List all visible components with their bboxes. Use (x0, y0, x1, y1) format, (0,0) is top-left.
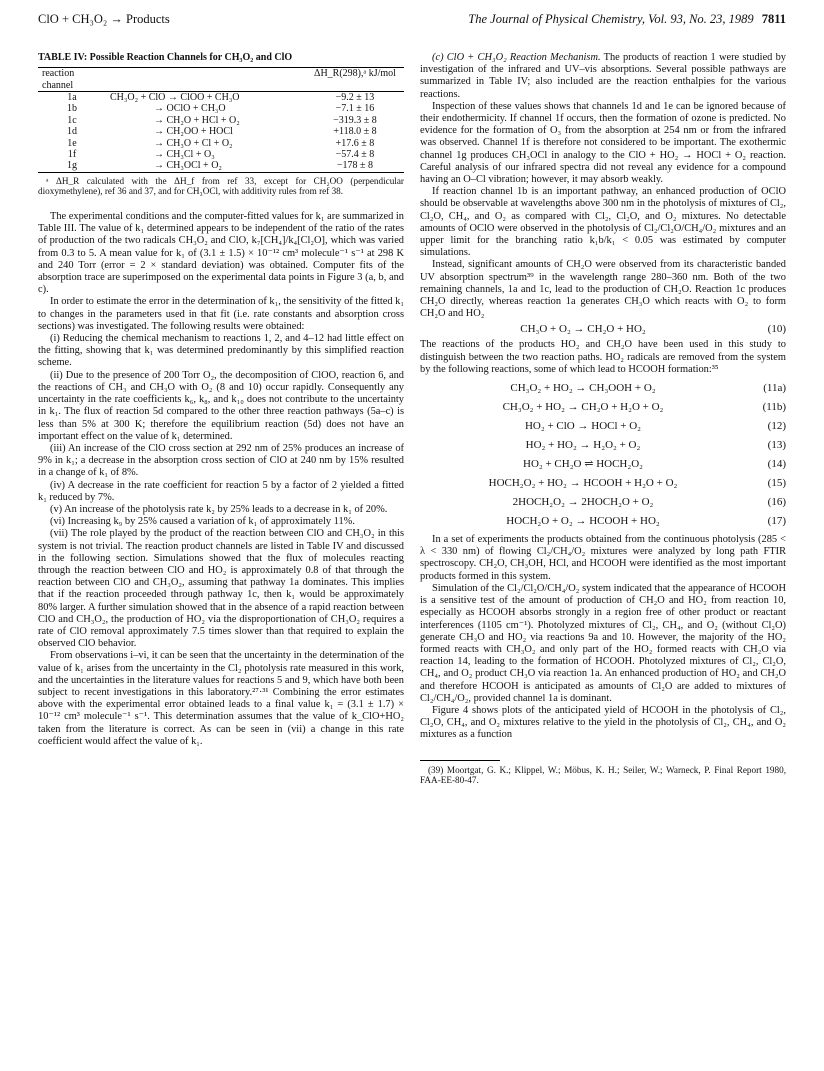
body-paragraph: (v) An increase of the photolysis rate k₂ by 25% leads to a decrease in k₁ of 20%. (50, 503, 388, 515)
equation-expr: HO₂ + HO₂ → H₂O₂ + O₂ (525, 439, 641, 452)
reaction-cell: → CH₃Cl + O₃ (154, 149, 215, 161)
body-paragraph: (iii) An increase of the ClO cross section at 292 nm of 25% produces an increase of 9% in k₁; a decrease in the absorption cross section of ClO at 240 nm by 15% resulted in a change of k₁ of 8%. (38, 442, 404, 479)
body-paragraph: (vi) Increasing k₉ by 25% caused a variation of k₁ of approximately 11%. (50, 516, 355, 528)
page-number: 7811 (761, 12, 786, 26)
equation-number: (13) (767, 439, 786, 452)
body-paragraph: In a set of experiments the products obtained from the continuous photolysis (285 < λ < 330 nm) of flowing Cl₂/CH₄/O₂ mixtures were analyzed by long path FTIR spectroscopy. CH₂O, CH₃OH, HCl, and HCOOH were identified as the most important products formed in this system. (420, 534, 786, 582)
col-header-enthalpy: ΔH_R(298),ᵃ kJ/mol (306, 68, 404, 92)
equation-number: (14) (767, 458, 786, 471)
section-c-paragraph (420, 52, 786, 101)
body-paragraph: Inspection of these values shows that channels 1d and 1e can be ignored because of their endothermicity. If channel 1f occurs, then the formation of ozone is predicted. No evidence for the formation of O₃ from the absorption at 254 nm or from the infrared was observed. Channel 1f is therefore not considered to be important. The exothermic channel 1g produces CH₃OCl in analogy to the ClO + HO₂ → HOCl + O₂ reaction. Careful analysis of our infrared spectra did not reveal any evidence for a compound having an O–Cl vibration; however, it may absorb weakly. (420, 100, 786, 186)
body-paragraph: Figure 4 shows plots of the anticipated yield of HCOOH in the photolysis of Cl₂, Cl₂O, CH₄, and O₂ mixtures relative to the yield in the photolysis of Cl₂, CH₄, and O₂ mixtures as a function (420, 704, 786, 741)
equation (420, 379, 786, 398)
channel-cell: 1c (67, 114, 77, 126)
enthalpy-cell: −7.1 ± 16 (335, 103, 375, 115)
equation-number: (11b) (762, 401, 786, 414)
enthalpy-cell: −319.3 ± 8 (333, 114, 377, 126)
reference-39: (39) Moortgat, G. K.; Klippel, W.; Möbus, K. H.; Seiler, W.; Warneck, P. Final Report 1980, FAA-EE-80-47. (420, 764, 786, 786)
table-row (38, 115, 404, 126)
equation (420, 417, 786, 436)
equation-number: (11a) (763, 382, 786, 395)
reaction-cell: → CH₂OO + HOCl (154, 126, 233, 138)
equation-number: (15) (767, 477, 786, 490)
body-paragraph: (vii) The role played by the product of the reaction between ClO and CH₃O₂ in this system is not trivial. The reaction product channels are listed in Table IV and discussed in the following section. Simulations showed that the flux of molecules reacting through the reaction between ClO and HO₂ is approximately 0.8 of that through the reaction between ClO and CH₃O₂, assuming that pathway 1a dominates. This implies that if the reaction proceeded through pathway 1c, then k₁ would be approximately 80% larger. A further simulation showed that in the absence of a rapid reaction between ClO and CH₃O₂, the production of HO₂ via the disproportionation of CH₃O₂ requires a rate of ClO removal approximately 7.5 times slower than that required to explain the observed ClO behavior. (38, 528, 404, 650)
equation-expr: CH₃O₂ + HO₂ → CH₃OOH + O₂ (510, 382, 656, 395)
enthalpy-cell: +118.0 ± 8 (333, 126, 377, 138)
channel-cell: 1d (67, 126, 77, 138)
equation-expr: HO₂ + ClO → HOCl + O₂ (524, 420, 642, 433)
body-paragraph: If reaction channel 1b is an important pathway, an enhanced production of OClO should be observable at wavelengths above 300 nm in the photolysis of mixtures of Cl₂, Cl₂O, CH₄, and O₂ as compared with Cl₂, Cl₂O, and O₂ mixtures. No detectable amounts of OClO were observed in the photolysis of Cl₂/Cl₂O/CH₄/O₂ mixtures and an upper limit for the branching ratio k₁b/k₁ < 0.05 was estimated by computer simulations. (420, 186, 786, 259)
section-heading: (c) ClO + CH₃O₂ Reaction Mechanism. (432, 52, 601, 63)
section-c-intro: The products of reaction 1 were studied by investigation of the infrared and UV–vis absorptions. Several possible pathways are summarized in Table IV; also included are the reaction enthalpies for the various reactions. (420, 52, 786, 100)
journal-citation: The Journal of Physical Chemistry, Vol. 93, No. 23, 1989 (468, 12, 754, 26)
equation (420, 493, 786, 512)
body-paragraph: The experimental conditions and the computer-fitted values for k₁ are summarized in Table III. The value of k₁ determined appears to be independent of the ratio of the rates of production of the two radicals CH₃O₂ and ClO, k₇[CH₄]/k₄[Cl₂O], which was varied from 0.3 to 5. A mean value for k₁ of (3.1 ± 1.5) × 10⁻¹² cm³ molecule⁻¹ s⁻¹ at 298 K and 240 Torr (error = 2 × standard deviation) was obtained. Computer fits of the absorption trace are superimposed on the experimental data points in Figure 3 (a, b, and c). (38, 211, 404, 296)
reaction-cell: → CH₂O + HCl + O₂ (154, 114, 240, 126)
reaction-cell: CH₃O₂ + ClO → ClOO + CH₃O (110, 92, 240, 104)
reaction-cell: → CH₃OCl + O₂ (106, 160, 306, 172)
right-column (420, 52, 786, 786)
body-paragraph: (i) Reducing the chemical mechanism to reactions 1, 2, and 4–12 had little effect on the fitting, showing that k₁ was determined predominantly by this simplified reaction scheme. (38, 333, 404, 369)
reaction-cell: → CH₃O + Cl + O₂ (154, 137, 233, 149)
right-body-text-a (420, 101, 786, 321)
equation-block (420, 379, 786, 531)
table-row (38, 126, 404, 137)
equation-expr: 2HOCH₂O₂ → 2HOCH₂O + O₂ (512, 496, 654, 509)
equation-expr: CH₃O + O₂ → CH₂O + HO₂ (520, 323, 646, 336)
right-body-text-b (420, 534, 786, 741)
reaction-channel-table (38, 67, 404, 173)
table-header-row (38, 68, 404, 92)
enthalpy-cell: −57.4 ± 8 (335, 149, 375, 161)
header-journal-info (468, 12, 786, 27)
table-row (38, 138, 404, 149)
equation-expr: CH₃O₂ + HO₂ → CH₂O + H₂O + O₂ (502, 401, 664, 414)
equation-number: (12) (767, 420, 786, 433)
table-row (38, 103, 404, 114)
table-row (38, 160, 404, 172)
footnote-divider (420, 760, 500, 761)
equation (420, 474, 786, 493)
channel-cell: 1e (67, 137, 77, 149)
table-row (38, 149, 404, 160)
table-title: TABLE IV: Possible Reaction Channels for CH₃O₂ and ClO (38, 52, 293, 63)
body-paragraph: (iv) A decrease in the rate coefficient for reaction 5 by a factor of 2 yielded a fitted k₁ reduced by 7%. (38, 479, 404, 503)
table-footnote: ᵃ ΔH_R calculated with the ΔH_f from ref 33, except for CH₂OO (perpendicular dioxymethylene), ref 36 and 37, and for CH₃OCl, with additivity rules from ref 38. (38, 175, 404, 197)
col-header-channel: reaction channel (38, 68, 106, 92)
left-body-text (38, 211, 404, 748)
enthalpy-cell: −9.2 ± 13 (335, 92, 375, 104)
header-left-title: ClO + CH₃O₂ → Products (38, 12, 170, 26)
body-paragraph: (ii) Due to the presence of 200 Torr O₂, the decomposition of ClOO, reaction 6, and the reactions of CH₃ and CH₃O with O₂ (8 and 10) occur rapidly. Consequently any uncertainty in the rate coefficients k₆, k₈, and k₁₀ does not contribute to the uncertainty in k₁. The flux of reaction 5d compared to the other three reaction pathways (5a–c) is less than 5% at 300 K; therefore the equilibrium reaction (5d) does not have an important effect on the value of k₁ determined. (38, 369, 404, 442)
body-paragraph: Simulation of the Cl₂/Cl₂O/CH₄/O₂ system indicated that the appearance of HCOOH is a sensitive test of the amount of production of CH₂O and HO₂ from reaction 10, especially as HCOOH absorbs strongly in a region free of other product or reactant interferences (1105 cm⁻¹). Photolyzed mixtures of Cl₂, CH₄, and O₂ (without Cl₂O) generate CH₃O and HO₂ via reactions 9a and 10. However, the majority of the HO₂ formed reacts with CH₃O₂ and only part of the HO₂ formed reacts with CH₂O via reaction 14, leading to the formation of HCOOH. Photolyzed mixtures of Cl₂, Cl₂O, CH₄, and O₂ product CH₃O via reaction 1a. An enhanced production of HO₂ and CH₂O and therefore HCOOH is anticipated as amounts of Cl₂O are added to mixtures of Cl₂/CH₄/O₂, provided channel 1a is dominant. (420, 582, 786, 704)
equation-number: (16) (767, 496, 786, 509)
channel-cell: 1f (67, 149, 77, 161)
equation (420, 436, 786, 455)
equation-expr: HO₂ + CH₂O ⇌ HOCH₂O₂ (523, 458, 643, 471)
reaction-cell: → OClO + CH₃O (154, 103, 226, 115)
paragraph-ho2-removal: The reactions of the products HO₂ and CH₂O have been used in this study to distinguish between the two reaction paths. HO₂ radicals are removed from the system by the following reactions, some of which lead to HCOOH formation:³⁵ (420, 339, 786, 375)
left-column (38, 52, 404, 748)
channel-cell: 1g (38, 160, 106, 172)
equation-expr: HOCH₂O₂ + HO₂ → HCOOH + H₂O + O₂ (488, 477, 678, 490)
channel-cell: 1a (67, 92, 77, 104)
equation (420, 455, 786, 474)
running-header (38, 12, 786, 32)
body-paragraph: Instead, significant amounts of CH₂O were observed from its characteristic banded UV absorption spectrum³⁹ in the wavelength range 280–360 nm. Both of the two remaining channels, 1a and 1c, lead to the production of CH₂O. Reaction 1c produces CH₂O directly, whereas reaction 1a generates CH₃O which reacts with O₂ to form CH₂O and HO₂ (420, 259, 786, 320)
body-paragraph: From observations i–vi, it can be seen that the uncertainty in the determination of the value of k₁ arises from the uncertainty in the Cl₂ photolysis rate measured in this work, and the uncertainties in the literature values for reactions 5 and 9, which have both been subject to recent investigations in this laboratory.²⁷·³¹ Combining the error estimates above with the experimental error obtained leads to a final value k₁ = (3.1 ± 1.7) × 10⁻¹² cm³ molecule⁻¹ s⁻¹. This determination assumes that the value of k_ClO+HO₂ taken from the literature is correct. As can be seen in (vii) a change in this rate coefficient would affect the value of k₁. (38, 650, 404, 747)
equation (420, 398, 786, 417)
equation-expr: HOCH₂O + O₂ → HCOOH + HO₂ (506, 515, 660, 528)
enthalpy-cell: −178 ± 8 (306, 160, 404, 172)
table-body (38, 92, 404, 173)
equation-number: (17) (767, 515, 786, 528)
table-row (38, 92, 404, 104)
equation-10 (420, 320, 786, 339)
enthalpy-cell: +17.6 ± 8 (335, 137, 375, 149)
body-paragraph: In order to estimate the error in the determination of k₁, the sensitivity of the fitted k₁ to changes in the parameters used in that fit (i.e. rate constants and absorption cross sections) was investigated. The following results were obtained: (38, 296, 404, 332)
equation-number: (10) (767, 323, 786, 336)
equation (420, 512, 786, 531)
channel-cell: 1b (67, 103, 77, 115)
